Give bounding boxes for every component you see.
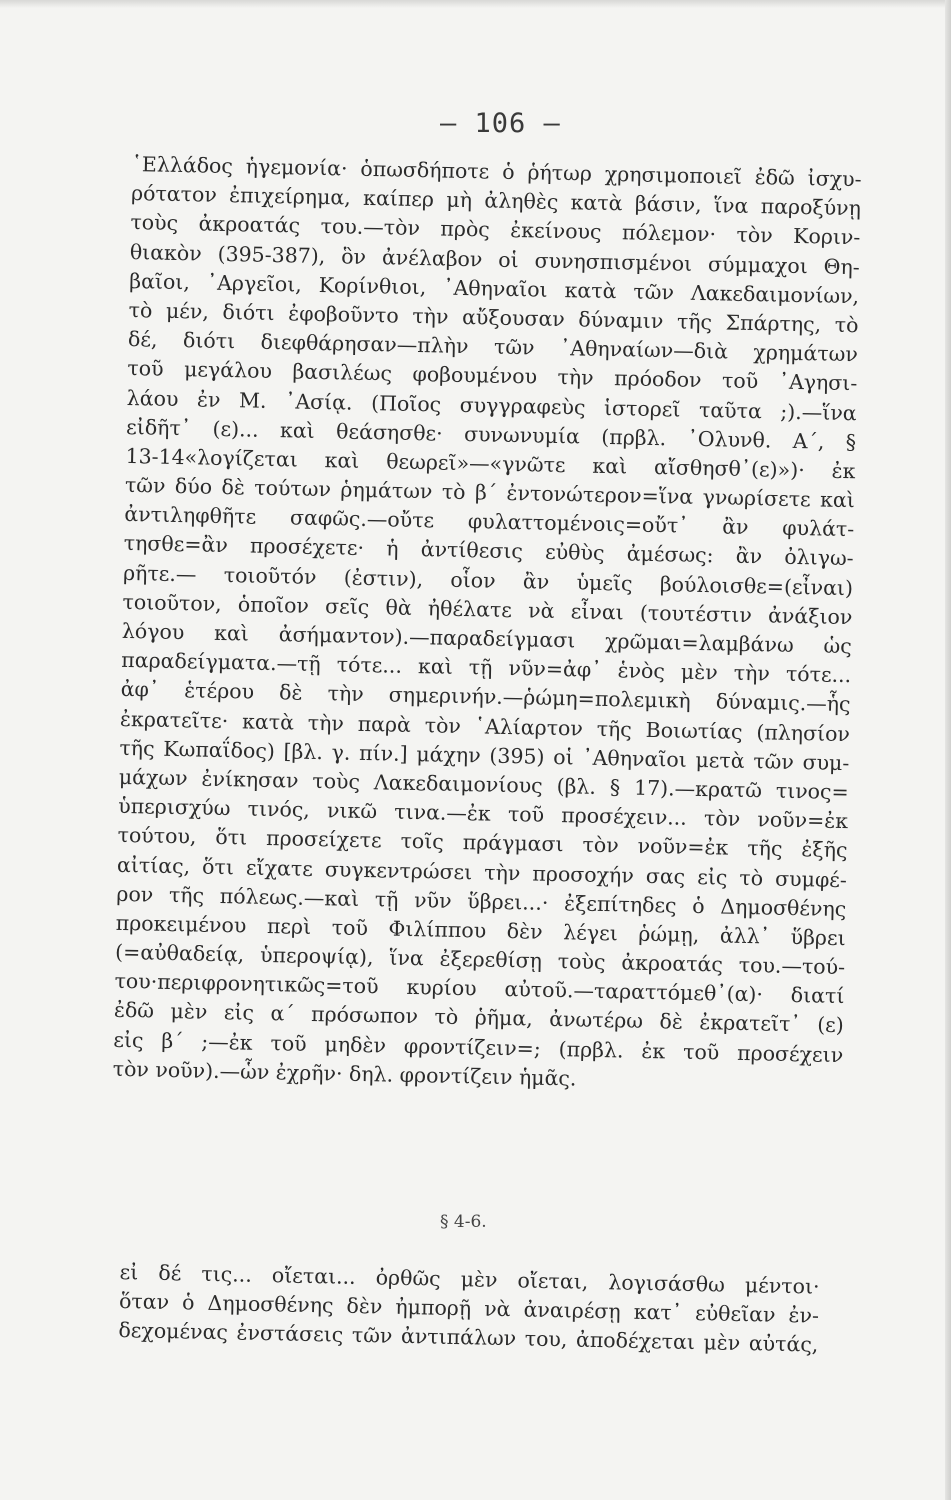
text-line: τησθε=ἂν προσέχετε· ἡ ἀντίθεσις εὐθὺς ἀμέσως: ἂν ὀλιγω- bbox=[123, 531, 854, 571]
body-text-continued bbox=[118, 1258, 820, 1360]
text-line: εἰς β΄ ;—ἐκ τοῦ μηδὲν φροντίζειν=; (πρβλ. ἐκ τοῦ προσέχειν bbox=[113, 1027, 844, 1067]
section-heading: § 4-6. bbox=[440, 1212, 487, 1232]
text-line: ἐδῶ μὲν εἰς α΄ πρόσωπον τὸ ῥῆμα, ἀνωτέρω δὲ ἐκρατεῖτ᾽ (ε) bbox=[113, 998, 845, 1038]
text-line: τοῦ μεγάλου βασιλέως φοβουμένου τὴν πρόοδον τοῦ ᾿Αγησι- bbox=[127, 356, 858, 396]
page-number: — 106 — bbox=[440, 108, 561, 139]
text-line: τὸν νοῦν).—ὧν ἐχρῆν· δηλ. φροντίζειν ἡμᾶς. bbox=[112, 1056, 577, 1091]
text-line: ὅταν ὁ Δημοσθένης δὲν ἠμπορῇ νὰ ἀναιρέσῃ κατ᾽ εὐθεῖαν ἐν- bbox=[118, 1289, 820, 1328]
text-line: εἰδῆτ᾽ (ε)... καὶ θεάσησθε· συνωνυμία (πρβλ. ᾿Ολυνθ. Α΄, § bbox=[125, 414, 857, 454]
text-line: δέ, διότι διεφθάρησαν—πλὴν τῶν ᾿Αθηναίων—διὰ χρημάτων bbox=[127, 327, 859, 367]
text-line: τῆς Κωπαΐδος) [βλ. γ. πίν.] μάχην (395) οἱ ᾿Αθηναῖοι μετὰ τῶν συμ- bbox=[119, 735, 850, 775]
text-line: ρον τῆς πόλεως.—καὶ τῇ νῦν ὕβρει...· ἐξεπίτηδες ὁ Δημοσθένης bbox=[116, 881, 847, 921]
text-line: ὑπερισχύω τινός, νικῶ τινα.—ἐκ τοῦ προσέχειν... τὸν νοῦν=ἐκ bbox=[118, 793, 849, 834]
text-line: μάχων ἐνίκησαν τοὺς Λακεδαιμονίους (βλ. § 17).—κρατῶ τινος= bbox=[118, 764, 849, 805]
text-line: τὸ μέν, διότι ἐφοβοῦντο τὴν αὔξουσαν δύναμιν τῆς Σπάρτης, τὸ bbox=[128, 297, 859, 338]
text-line: τοιοῦτον, ὁποῖον σεῖς θὰ ἠθέλατε νὰ εἶναι (τουτέστιν ἀνάξιον bbox=[122, 589, 853, 629]
text-line: ἐκρατεῖτε· κατὰ τὴν παρὰ τὸν ῾Αλίαρτον τῆς Βοιωτίας (πλησίον bbox=[119, 706, 851, 746]
text-line: ἀφ᾽ ἑτέρου δὲ τὴν σημερινήν.—ῥώμη=πολεμικὴ δύναμις.—ἧς bbox=[120, 677, 851, 717]
text-line: θιακὸν (395-387), ὃν ἀνέλαβον οἱ συνησπισμένοι σύμμαχοι Θη- bbox=[129, 239, 860, 279]
text-line: 13-14«λογίζεται καὶ θεωρεῖ»—«γνῶτε καὶ αἴσθησθ᾽(ε)»)· ἐκ bbox=[125, 443, 856, 484]
text-line: τοὺς ἀκροατάς του.—τὸν πρὸς ἐκείνους πόλεμον· τὸν Κοριν- bbox=[130, 210, 861, 250]
text-line: προκειμένου περὶ τοῦ Φιλίππου δὲν λέγει ῥώμῃ, ἀλλ᾽ ὕβρει bbox=[115, 910, 846, 950]
text-line: λόγου καὶ ἀσήμαντον).—παραδείγμασι χρῶμαι=λαμβάνω ὡς bbox=[121, 618, 853, 659]
text-line: παραδείγματα.—τῇ τότε... καὶ τῇ νῦν=ἀφ᾽ ἑνὸς μὲν τὴν τότε... bbox=[121, 648, 852, 688]
page-edge bbox=[945, 0, 951, 1500]
text-line: τούτου, ὅτι προσείχετε τοῖς πράγμασι τὸν νοῦν=ἐκ τῆς ἐξῆς bbox=[117, 823, 848, 863]
text-line: λάου ἐν Μ. ᾿Ασίᾳ. (Ποῖος συγγραφεὺς ἱστορεῖ ταῦτα ;).—ἵνα bbox=[126, 385, 857, 425]
text-line: ρότατον ἐπιχείρημα, καίπερ μὴ ἀληθὲς κατὰ βάσιν, ἵνα παροξύνῃ bbox=[130, 181, 862, 221]
text-line: εἰ δέ τις... οἴεται... ὀρθῶς μὲν οἴεται, λογισάσθω μέντοι· bbox=[119, 1259, 820, 1299]
text-line: αἰτίας, ὅτι εἴχατε συγκεντρώσει τὴν προσοχήν σας εἰς τὸ συμφέ- bbox=[116, 852, 848, 892]
text-line: βαῖοι, ᾿Αργεῖοι, Κορίνθιοι, ᾿Αθηναῖοι κατὰ τῶν Λακεδαιμονίων, bbox=[129, 268, 860, 309]
text-line: του·περιφρονητικῶς=τοῦ κυρίου αὐτοῦ.—ταραττόμεθ᾽(α)· διατί bbox=[114, 969, 845, 1009]
text-line: ρῆτε.— τοιοῦτόν (ἐστιν), οἷον ἂν ὑμεῖς βούλοισθε=(εἶναι) bbox=[122, 560, 854, 600]
top-shadow bbox=[0, 0, 951, 8]
text-line: ἀντιληφθῆτε σαφῶς.—οὔτε φυλαττομένοις=οὔτ᾽ ἂν φυλάτ- bbox=[124, 502, 855, 542]
text-line: (=αὐθαδείᾳ, ὑπεροψίᾳ), ἵνα ἐξερεθίσῃ τοὺς ἀκροατάς του.—τού- bbox=[114, 939, 846, 980]
text-line: τῶν δύο δὲ τούτων ῥημάτων τὸ β΄ ἐντονώτερον=ἵνα γνωρίσετε καὶ bbox=[124, 472, 856, 513]
text-line: δεχομένας ἐνστάσεις τῶν ἀντιπάλων του, ἀποδέχεται μὲν αὐτάς, bbox=[118, 1318, 819, 1358]
text-line: ῾Ελλάδος ἡγεμονία· ὁπωσδήποτε ὁ ῥήτωρ χρησιμοποιεῖ ἐδῶ ἰσχυ- bbox=[131, 151, 862, 192]
body-text bbox=[112, 150, 861, 1099]
